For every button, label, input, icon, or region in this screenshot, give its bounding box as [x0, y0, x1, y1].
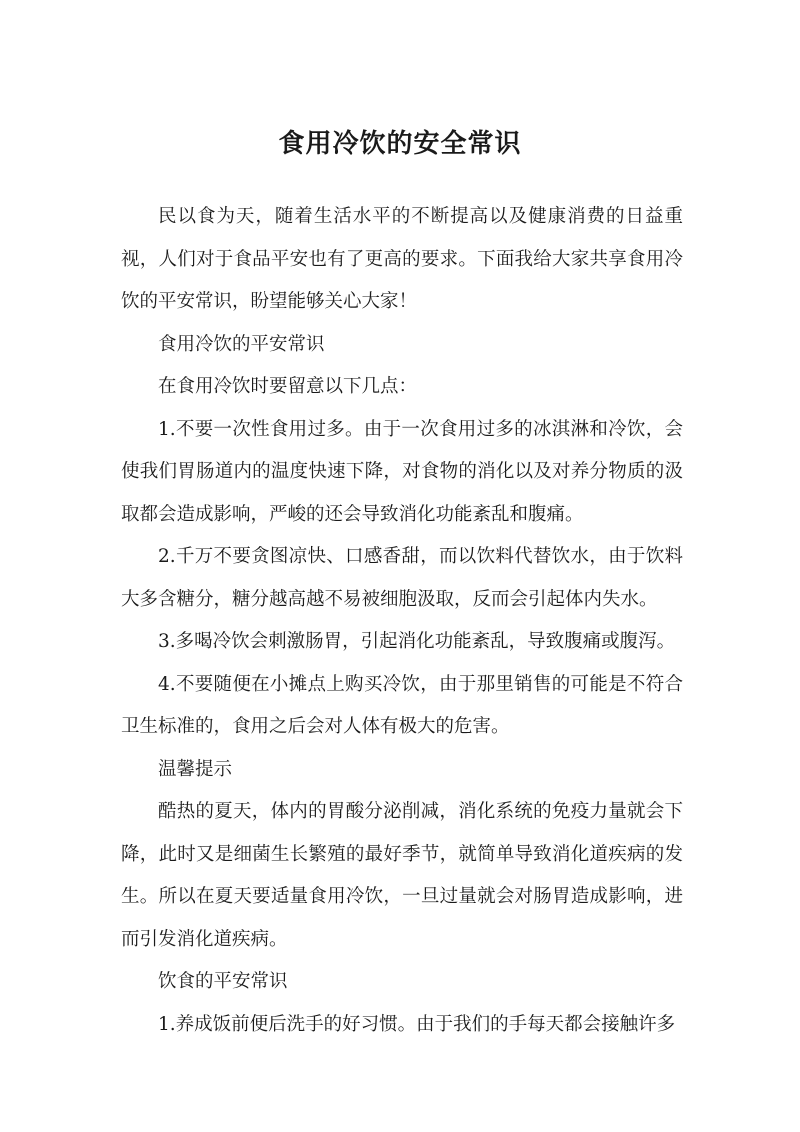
tip-1: 1.不要一次性食用过多。由于一次食用过多的冰淇淋和冷饮，会使我们胃肠道内的温度快速下降，对食物的消化以及对养分物质的汲取都会造成影响，严峻的还会导致消化功能紊乱和腹痛。: [121, 418, 683, 525]
diet-tip-1: 1.养成饭前便后洗手的好习惯。由于我们的手每天都会接触许多: [158, 1013, 676, 1035]
tip-4: 4.不要随便在小摊点上购买冷饮，由于那里销售的可能是不符合卫生标准的，食用之后会对人体有极大的危害。: [121, 673, 683, 737]
tip-2: 2.千万不要贪图凉快、口感香甜，而以饮料代替饮水，由于饮料大多含糖分，糖分越高越不易被细胞汲取，反而会引起体内失水。: [121, 546, 683, 610]
document-body: [121, 196, 683, 1046]
warm-tip-paragraph: 酷热的夏天，体内的胃酸分泌削减，消化系统的免疫力量就会下降，此时又是细菌生长繁殖的最好季节，就简单导致消化道疾病的发生。所以在夏天要适量食用冷饮，一旦过量就会对肠胃造成影响，进而引发消化道疾病。: [121, 801, 683, 950]
section-heading-warm-tip: 温馨提示: [158, 758, 233, 780]
intro-paragraph: 民以食为天，随着生活水平的不断提高以及健康消费的日益重视，人们对于食品平安也有了更高的要求。下面我给大家共享食用冷饮的平安常识，盼望能够关心大家！: [121, 206, 683, 312]
page-title: 食用冷饮的安全常识: [278, 129, 522, 159]
section-heading-cold-drink-safety: 食用冷饮的平安常识: [158, 333, 325, 355]
attention-intro: 在食用冷饮时要留意以下几点：: [158, 376, 418, 397]
section-heading-diet-safety: 饮食的平安常识: [158, 971, 288, 992]
tip-3: 3.多喝冷饮会刺激肠胃，引起消化功能紊乱，导致腹痛或腹泻。: [158, 631, 676, 652]
